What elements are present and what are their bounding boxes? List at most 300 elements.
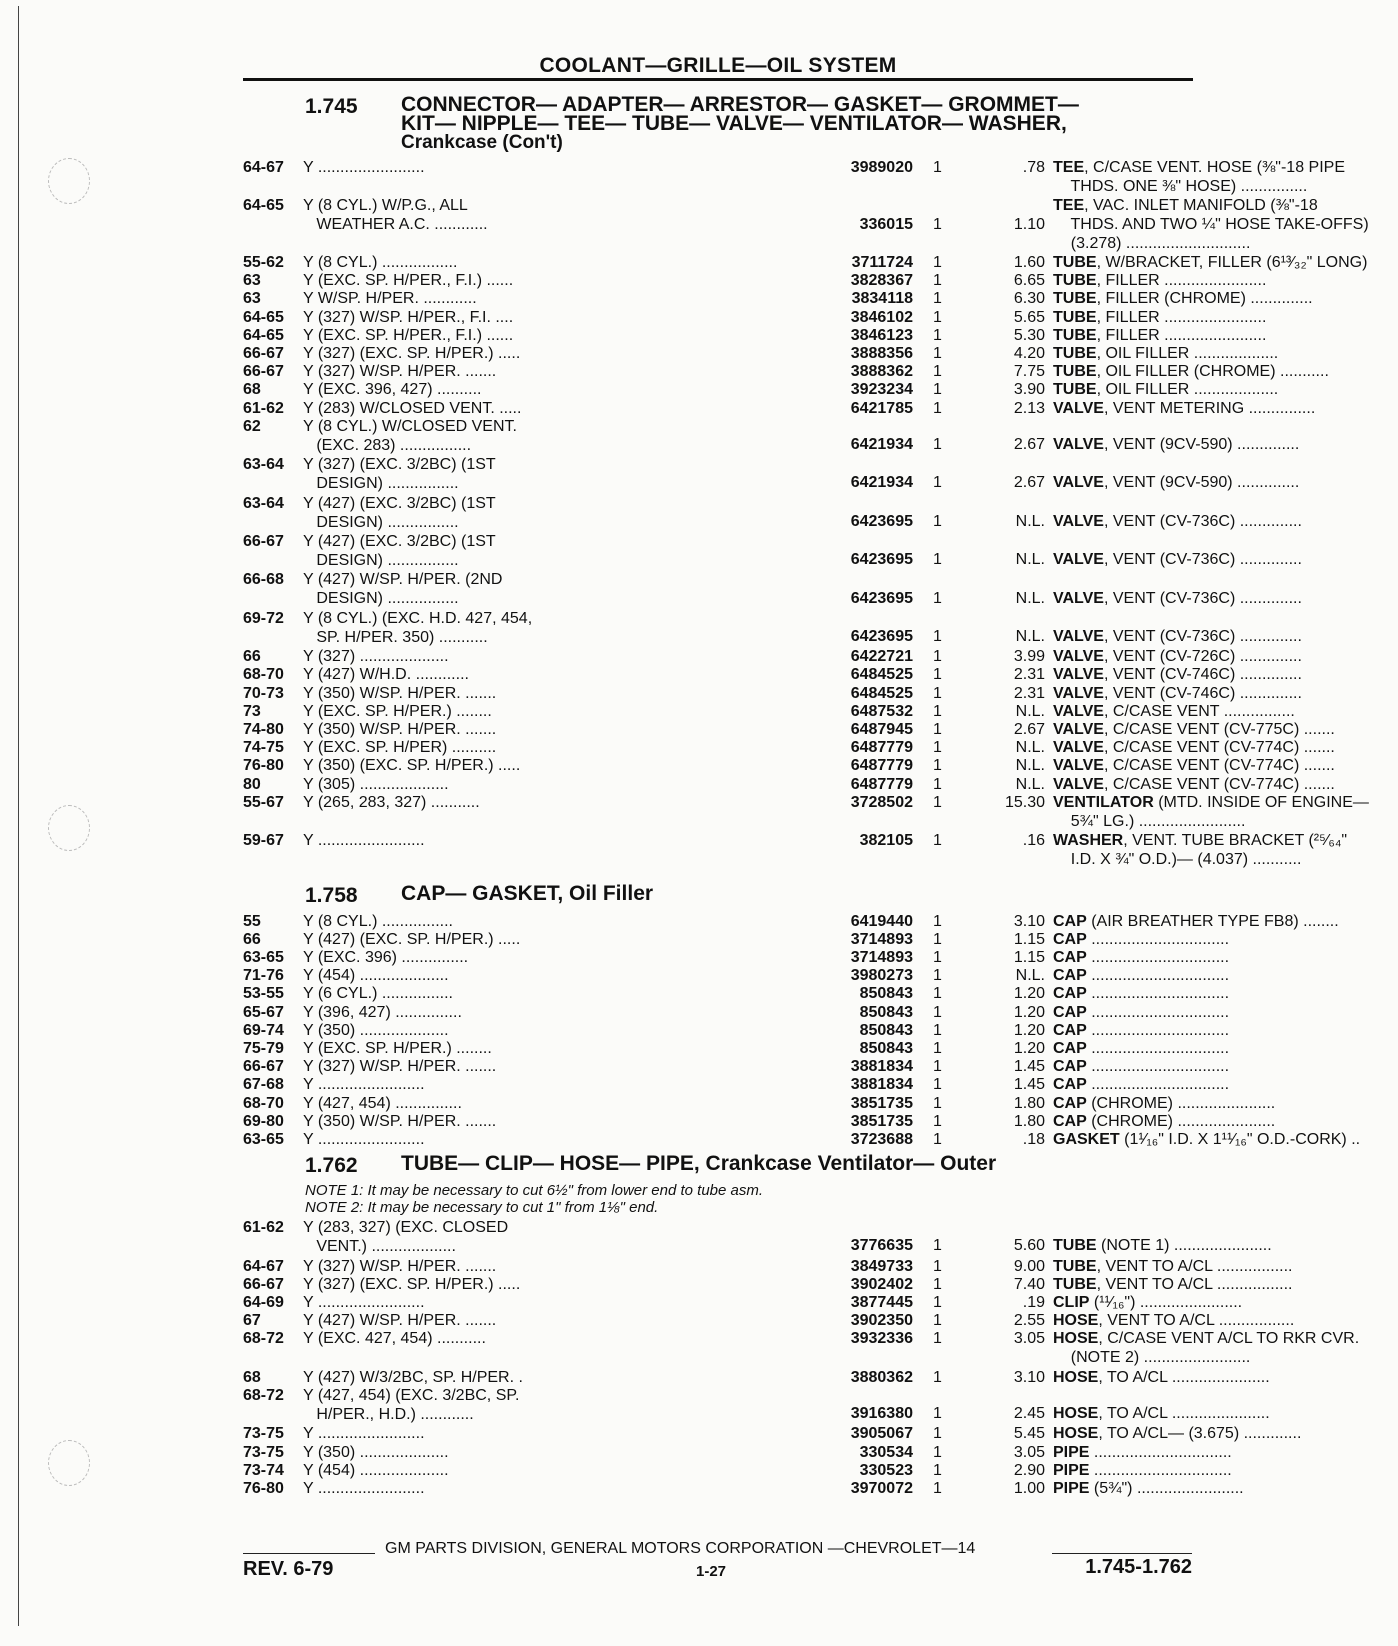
punch-hole	[48, 158, 90, 204]
description	[1053, 326, 1398, 345]
table-row	[243, 1424, 1302, 1443]
model-years: 69-74	[243, 1021, 284, 1039]
model-years: 55	[243, 912, 261, 930]
part-number: 3970072	[850, 1480, 913, 1497]
table-row	[243, 532, 1302, 569]
application	[303, 756, 813, 775]
price: 2.67	[1013, 474, 1045, 492]
description-line: HOSE, TO A/CL ......................	[1053, 1405, 1270, 1423]
quantity: 1	[933, 159, 942, 176]
description-line	[1053, 532, 1398, 550]
part-number: 3776635	[850, 1237, 913, 1255]
application-line: Y (327) (EXC. SP. H/PER.) .....	[303, 1275, 521, 1293]
quantity: 1	[933, 627, 942, 645]
application	[303, 326, 813, 345]
description-line: TUBE, FILLER (CHROME) ..............	[1053, 290, 1313, 308]
description	[1053, 1057, 1398, 1076]
price: 5.45	[1013, 1425, 1045, 1443]
model-years: 74-80	[243, 721, 284, 738]
application-line: Y (EXC. 396) ...............	[303, 949, 469, 966]
quantity: 1	[933, 702, 942, 720]
table-row	[243, 570, 1302, 608]
table-row	[243, 1075, 1230, 1094]
quantity: 1	[933, 1021, 942, 1039]
part-number: 6423695	[850, 627, 913, 645]
application-line: Y (350) ....................	[303, 1443, 449, 1461]
price: 2.31	[1013, 666, 1045, 684]
quantity: 1	[933, 967, 942, 985]
application	[303, 1057, 813, 1076]
model-years: 66-67	[243, 1058, 284, 1076]
model-years: 62	[243, 417, 261, 435]
model-years: 64-69	[243, 1294, 284, 1311]
model-years: 71-76	[243, 967, 284, 985]
section-title	[401, 881, 1161, 905]
part-number: 3846102	[850, 308, 913, 326]
page-edge	[18, 6, 19, 1626]
description-line: VALVE, VENT (CV-736C) ..............	[1053, 551, 1302, 569]
description-line: TUBE, VENT TO A/CL .................	[1053, 1257, 1293, 1275]
model-years: 67-68	[243, 1076, 284, 1094]
part-number: 6423695	[850, 589, 913, 607]
model-years: 66-68	[243, 571, 284, 589]
quantity: 1	[933, 1330, 942, 1348]
part-number: 3916380	[850, 1405, 913, 1423]
description	[1053, 1021, 1398, 1040]
description	[1053, 417, 1398, 454]
application	[303, 1329, 813, 1348]
quantity: 1	[933, 930, 942, 948]
price: 3.90	[1013, 381, 1045, 399]
application-line: Y W/SP. H/PER. ............	[303, 290, 477, 308]
description-line: HOSE, VENT TO A/CL .................	[1053, 1312, 1295, 1330]
application-line: Y (327) ....................	[303, 648, 449, 666]
description-line: CAP (AIR BREATHER TYPE FB8) ........	[1053, 912, 1339, 930]
table-row	[243, 720, 1335, 738]
application-line: DESIGN) ................	[303, 590, 459, 608]
price: 1.00	[1013, 1480, 1045, 1497]
description-line: (NOTE 2) ........................	[1053, 1349, 1251, 1367]
description-line: CAP ...............................	[1053, 930, 1230, 948]
table-row	[243, 1039, 1230, 1057]
description-line: TEE, C/CASE VENT. HOSE (⅜"-18 PIPE	[1053, 159, 1345, 176]
model-years: 64-65	[243, 326, 284, 344]
application-line: Y (EXC. 427, 454) ...........	[303, 1330, 486, 1348]
model-years: 67	[243, 1312, 261, 1330]
description	[1053, 158, 1398, 196]
quantity: 1	[933, 474, 942, 492]
description-line: VALVE, C/CASE VENT (CV-774C) .......	[1053, 739, 1335, 757]
quantity: 1	[933, 1480, 942, 1497]
part-number: 6423695	[850, 512, 913, 530]
part-number: 3880362	[850, 1368, 913, 1386]
description-line: TUBE, VENT TO A/CL .................	[1053, 1275, 1293, 1293]
application	[303, 1039, 813, 1058]
part-number: 3989020	[850, 159, 913, 176]
description-line	[1053, 609, 1398, 627]
price: .19	[1022, 1294, 1045, 1311]
application-line: Y ........................	[303, 1294, 425, 1311]
model-years: 73-75	[243, 1443, 284, 1461]
table-row	[243, 1329, 1360, 1367]
description-line: TUBE, OIL FILLER ...................	[1053, 381, 1279, 399]
price: N.L.	[1015, 757, 1045, 775]
part-number: 3980273	[850, 967, 913, 985]
section-number: 1.758	[305, 883, 358, 907]
description-line: THDS. AND TWO ¼" HOSE TAKE-OFFS)	[1053, 216, 1369, 234]
price: N.L.	[1015, 702, 1045, 720]
part-number: 6487779	[850, 739, 913, 757]
description	[1053, 1075, 1398, 1094]
description	[1053, 1003, 1398, 1022]
part-number: 3888362	[850, 363, 913, 381]
application	[303, 362, 813, 381]
model-years: 68-72	[243, 1387, 284, 1404]
price: N.L.	[1015, 551, 1045, 569]
price: 9.00	[1013, 1257, 1045, 1275]
model-years: 64-67	[243, 1257, 284, 1275]
price: 1.10	[1013, 215, 1045, 233]
section-title-line: Crankcase (Con't)	[401, 132, 563, 153]
application	[303, 494, 813, 532]
application-line: DESIGN) ................	[303, 475, 459, 493]
price: 2.67	[1013, 721, 1045, 738]
revision-label: REV. 6-79	[243, 1558, 334, 1580]
table-row	[243, 417, 1300, 454]
part-number: 6421785	[850, 399, 913, 417]
price: 1.20	[1013, 1021, 1045, 1039]
quantity: 1	[933, 1368, 942, 1386]
description-line: VALVE, VENT (CV-736C) ..............	[1053, 627, 1302, 645]
price: 1.80	[1013, 1094, 1045, 1112]
application	[303, 930, 813, 949]
price: N.L.	[1015, 589, 1045, 607]
part-number: 3723688	[850, 1131, 913, 1148]
price: 1.80	[1013, 1112, 1045, 1130]
description	[1053, 793, 1398, 831]
price: 1.20	[1013, 1040, 1045, 1057]
quantity: 1	[933, 326, 942, 344]
description	[1053, 756, 1398, 775]
description-line: VALVE, VENT (9CV-590) ..............	[1053, 435, 1300, 453]
price: .18	[1022, 1131, 1045, 1148]
model-years: 64-67	[243, 159, 284, 176]
part-number: 3902402	[850, 1275, 913, 1293]
price: .78	[1022, 159, 1045, 176]
part-number: 382105	[859, 832, 913, 850]
application	[303, 793, 813, 812]
price: 1.15	[1013, 930, 1045, 948]
application-line: Y (6 CYL.) ................	[303, 985, 453, 1003]
application-line: Y (350) W/SP. H/PER. .......	[303, 684, 497, 702]
price: 1.20	[1013, 1003, 1045, 1021]
price: 2.55	[1013, 1312, 1045, 1330]
table-row	[243, 1461, 1232, 1479]
price: 2.90	[1013, 1461, 1045, 1479]
model-years: 73-75	[243, 1425, 284, 1443]
price: 6.30	[1013, 290, 1045, 308]
description	[1053, 271, 1398, 290]
table-row	[243, 912, 1339, 930]
application-line: Y (427) (EXC. SP. H/PER.) .....	[303, 930, 521, 948]
table-row	[243, 1218, 1272, 1256]
application-line: Y (EXC. SP. H/PER., F.I.) ......	[303, 326, 514, 344]
footer-rule-right	[1052, 1553, 1192, 1554]
description	[1053, 1368, 1398, 1387]
model-years: 55-67	[243, 793, 284, 811]
quantity: 1	[933, 684, 942, 702]
description	[1053, 966, 1398, 985]
model-years: 80	[243, 775, 261, 793]
application-line: Y (427) W/SP. H/PER. (2ND	[303, 571, 503, 589]
model-years: 66-67	[243, 1275, 284, 1293]
part-number: 3846123	[850, 326, 913, 344]
page-title: COOLANT—GRILLE—OIL SYSTEM	[539, 54, 897, 77]
table-row	[243, 494, 1302, 531]
description	[1053, 289, 1398, 308]
quantity: 1	[933, 512, 942, 530]
quantity: 1	[933, 1257, 942, 1275]
quantity: 1	[933, 666, 942, 684]
quantity: 1	[933, 381, 942, 399]
description	[1053, 665, 1398, 684]
part-number: 3877445	[850, 1294, 913, 1311]
part-number: 6419440	[850, 912, 913, 930]
application	[303, 1094, 813, 1113]
quantity: 1	[933, 1312, 942, 1330]
application-line: Y (327) W/SP. H/PER. .......	[303, 1058, 497, 1076]
table-row	[243, 362, 1329, 381]
description-line: HOSE, C/CASE VENT A/CL TO RKR CVR.	[1053, 1330, 1360, 1348]
table-row	[243, 609, 1302, 646]
part-number: 3851735	[850, 1094, 913, 1112]
model-years: 68	[243, 1368, 261, 1386]
application-line: Y (EXC. SP. H/PER.) ........	[303, 1040, 492, 1057]
description-line: TUBE, OIL FILLER (CHROME) ...........	[1053, 363, 1329, 381]
quantity: 1	[933, 949, 942, 966]
description	[1053, 1275, 1398, 1294]
model-years: 63-64	[243, 494, 284, 512]
description	[1053, 380, 1398, 399]
application	[303, 702, 813, 721]
table-row	[243, 344, 1279, 362]
quantity: 1	[933, 1003, 942, 1021]
application	[303, 344, 813, 363]
model-years: 61-62	[243, 1219, 284, 1237]
page-number: 1-27	[696, 1563, 727, 1580]
description	[1053, 775, 1398, 794]
description-line: VALVE, VENT (CV-746C) ..............	[1053, 684, 1302, 702]
table-row	[243, 253, 1368, 271]
model-years: 68	[243, 381, 261, 399]
description	[1053, 1443, 1398, 1462]
description-line	[1053, 494, 1398, 512]
description-line: CAP ...............................	[1053, 967, 1230, 985]
price: 1.45	[1013, 1076, 1045, 1094]
quantity: 1	[933, 308, 942, 326]
quantity: 1	[933, 739, 942, 757]
table-row	[243, 1386, 1270, 1423]
model-years: 63-65	[243, 1131, 284, 1148]
part-number: 3714893	[850, 930, 913, 948]
part-number: 3932336	[850, 1330, 913, 1348]
price: .16	[1022, 832, 1045, 850]
application	[303, 289, 813, 308]
part-number: 850843	[859, 1040, 913, 1057]
model-years: 63-64	[243, 456, 284, 474]
application	[303, 1461, 813, 1480]
application	[303, 1021, 813, 1040]
description-line: GASKET (1¹⁄₁₆" I.D. X 1¹¹⁄₁₆" O.D.-CORK) ..	[1053, 1131, 1361, 1148]
application-line: H/PER., H.D.) ............	[303, 1406, 474, 1423]
price: N.L.	[1015, 775, 1045, 793]
description-line: VALVE, VENT (CV-736C) ..............	[1053, 512, 1302, 530]
model-years: 63	[243, 272, 261, 290]
description-line: TUBE, FILLER .......................	[1053, 308, 1267, 326]
application	[303, 948, 813, 967]
description-line: 5¾" LG.) ........................	[1053, 812, 1246, 830]
description	[1053, 948, 1398, 967]
table-row	[243, 984, 1230, 1003]
table-row	[243, 1112, 1276, 1130]
application	[303, 684, 813, 703]
part-number: 6422721	[850, 648, 913, 666]
part-number: 3851735	[850, 1112, 913, 1130]
application-line: Y (305) ....................	[303, 775, 449, 793]
footer-publisher: GM PARTS DIVISION, GENERAL MOTORS CORPORATION —CHEVROLET—14	[385, 1540, 976, 1557]
price: N.L.	[1015, 967, 1045, 985]
application-line: Y (EXC. 396, 427) ..........	[303, 381, 482, 399]
model-years: 66-67	[243, 533, 284, 550]
section-title	[401, 1152, 1161, 1176]
description-line: PIPE (5¾") ........................	[1053, 1480, 1244, 1497]
price: 5.60	[1013, 1237, 1045, 1255]
application-line: Y (327) W/SP. H/PER. .......	[303, 1257, 497, 1275]
table-row	[243, 793, 1369, 830]
quantity: 1	[933, 551, 942, 569]
quantity: 1	[933, 1443, 942, 1461]
description-line: CLIP (¹¹⁄₁₆") .......................	[1053, 1294, 1243, 1311]
model-years: 70-73	[243, 684, 284, 702]
application	[303, 399, 813, 418]
description-line: HOSE, TO A/CL ......................	[1053, 1368, 1270, 1386]
table-row	[243, 966, 1230, 985]
part-number: 3881834	[850, 1058, 913, 1076]
quantity: 1	[933, 1405, 942, 1423]
application-line: Y (427) W/H.D. ............	[303, 666, 469, 684]
table-row	[243, 455, 1300, 493]
application-line: Y (327) (EXC. SP. H/PER.) .....	[303, 345, 521, 362]
price: 6.65	[1013, 272, 1045, 290]
quantity: 1	[933, 1040, 942, 1057]
table-row	[243, 1057, 1230, 1076]
price: 1.20	[1013, 985, 1045, 1003]
part-number: 336015	[859, 215, 913, 233]
application-line: Y (EXC. SP. H/PER.) ........	[303, 702, 492, 720]
description	[1053, 702, 1398, 721]
description-line: TUBE, FILLER .......................	[1053, 272, 1267, 290]
model-years: 68-70	[243, 666, 284, 684]
application	[303, 1479, 813, 1498]
part-number: 3728502	[850, 793, 913, 811]
description-line: VALVE, C/CASE VENT (CV-775C) .......	[1053, 721, 1335, 738]
part-number: 6487779	[850, 775, 913, 793]
model-years: 53-55	[243, 985, 284, 1003]
quantity: 1	[933, 1076, 942, 1094]
part-number: 3849733	[850, 1257, 913, 1275]
application	[303, 308, 813, 327]
table-row	[243, 684, 1302, 702]
application-line: Y (283) W/CLOSED VENT. .....	[303, 399, 522, 417]
application	[303, 1311, 813, 1330]
application-line: Y (350) (EXC. SP. H/PER.) .....	[303, 757, 521, 775]
application	[303, 196, 813, 234]
description-line: TUBE, OIL FILLER ...................	[1053, 345, 1279, 362]
application-line: Y (350) ....................	[303, 1021, 449, 1039]
model-years: 73	[243, 702, 261, 720]
table-row	[243, 271, 1267, 290]
section-title-line: TUBE— CLIP— HOSE— PIPE, Crankcase Ventilator— Outer	[401, 1152, 997, 1176]
table-row	[243, 289, 1313, 308]
model-years: 65-67	[243, 1003, 284, 1021]
price: 2.45	[1013, 1405, 1045, 1423]
application-line: Y (454) ....................	[303, 967, 449, 985]
quantity: 1	[933, 793, 942, 811]
application-line: Y (8 CYL.) ................	[303, 912, 453, 930]
application	[303, 1075, 813, 1094]
table-row	[243, 1311, 1295, 1330]
description	[1053, 1461, 1398, 1480]
application-line: VENT.) ...................	[303, 1238, 456, 1256]
price: N.L.	[1015, 739, 1045, 757]
part-number: 6421934	[850, 474, 913, 492]
table-row	[243, 831, 1348, 869]
table-row	[243, 647, 1302, 666]
description-line: VENTILATOR (MTD. INSIDE OF ENGINE—	[1053, 793, 1369, 811]
part-number: 6487779	[850, 757, 913, 775]
application	[303, 966, 813, 985]
table-row	[243, 196, 1369, 253]
application-line: Y (EXC. SP. H/PER) ..........	[303, 739, 497, 757]
quantity: 1	[933, 775, 942, 793]
description-line: VALVE, C/CASE VENT (CV-774C) .......	[1053, 775, 1335, 793]
description-line: VALVE, C/CASE VENT (CV-774C) .......	[1053, 757, 1335, 775]
quantity: 1	[933, 254, 942, 271]
description-line: VALVE, VENT METERING ...............	[1053, 399, 1316, 417]
section-title	[401, 95, 1161, 152]
table-row	[243, 1275, 1293, 1293]
section-number: 1.745	[305, 95, 358, 118]
application	[303, 417, 813, 455]
application-line: Y ........................	[303, 1425, 425, 1443]
punch-hole	[48, 1440, 90, 1486]
part-number: 330523	[859, 1461, 913, 1479]
description-line: VALVE, VENT (CV-746C) ..............	[1053, 666, 1302, 684]
description-line: PIPE ...............................	[1053, 1443, 1232, 1461]
section-number: 1.762	[305, 1154, 358, 1178]
part-number: 6423695	[850, 551, 913, 569]
application	[303, 665, 813, 684]
description	[1053, 1424, 1398, 1443]
application-line: Y (427) W/3/2BC, SP. H/PER. .	[303, 1368, 523, 1386]
application-line: Y ........................	[303, 832, 425, 850]
header-rule	[243, 78, 1193, 81]
model-years: 69-72	[243, 609, 284, 627]
quantity: 1	[933, 290, 942, 308]
application-line: Y (265, 283, 327) ...........	[303, 793, 480, 811]
price: N.L.	[1015, 512, 1045, 530]
table-row	[243, 665, 1302, 684]
